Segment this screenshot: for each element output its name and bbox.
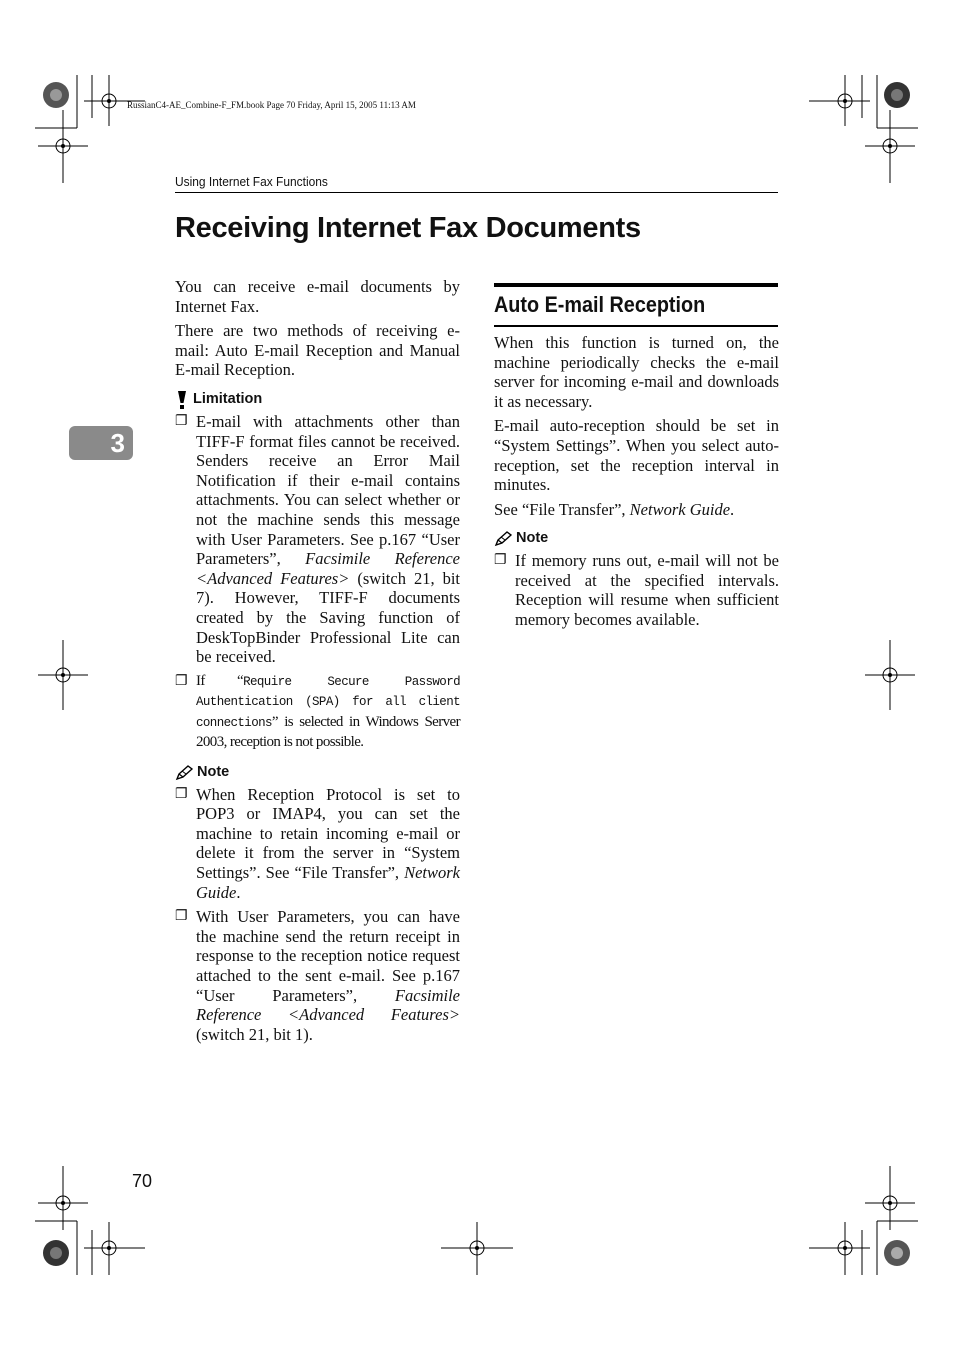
header-rule xyxy=(175,192,778,193)
note-item: ❐ With User Parameters, you can have the machine send the return receipt in response to the reception notice request attached to the sent e-mail. See p.167 “User Parameters”, Facsimile Reference <Advanced Features> (switch 21, bit 1). xyxy=(175,907,460,1044)
manual-reference: Facsimile Reference <Advanced Features> xyxy=(196,549,460,588)
note-heading xyxy=(494,529,779,549)
checkbox-icon: ❐ xyxy=(494,552,507,568)
note-heading-label: Note xyxy=(197,764,230,781)
limitation-heading xyxy=(175,390,460,410)
left-column xyxy=(175,277,460,1049)
manual-reference: Facsimile Reference <Advanced Features> xyxy=(196,985,460,1025)
note-item: ❐ If memory runs out, e-mail will not be received at the specified intervals. Reception will resume when sufficient memory becomes available. xyxy=(494,550,779,629)
section-paragraph-2: E-mail auto-reception should be set in “System Settings”. When you select auto-reception, set the reception interval in minutes. xyxy=(494,416,779,495)
page-title: Receiving Internet Fax Documents xyxy=(175,212,641,244)
see-reference: See “File Transfer”, Network Guide. xyxy=(494,499,735,519)
checkbox-icon: ❐ xyxy=(175,786,188,802)
limitation-item: ❐ If “Require Secure Password Authentication (SPA) for all client connections” is selected in Windows Server 2003, reception is not possible. xyxy=(175,672,460,753)
checkbox-icon: ❐ xyxy=(175,413,188,429)
setting-name: Require Secure Password Authentication (SPA) for all client connections xyxy=(196,674,460,730)
right-column xyxy=(494,333,779,634)
note-heading-label: Note xyxy=(516,530,549,547)
limitation-item: ❐ E-mail with attachments other than TIFF-F format files cannot be received. Senders receive an Error Mail Notification if their e-mail contains attachments. You can select whether or not the machine sends this message with User Parameters. See p.167 “User Parameters”, Facsimile Reference <Advanced Features> (switch 21, bit 7). However, TIFF-F documents created by the Saving function of DeskTopBinder Professional Lite can be received. xyxy=(175,411,461,667)
exclamation-icon xyxy=(175,390,189,410)
pencil-icon xyxy=(494,531,512,547)
note-item: ❐ When Reception Protocol is set to POP3 or IMAP4, you can set the machine to retain incoming e-mail or delete it from the server in “System Settings”. See “File Transfer”, Network Guide. xyxy=(175,784,460,902)
running-header: Using Internet Fax Functions xyxy=(175,174,328,189)
checkbox-icon: ❐ xyxy=(175,673,188,689)
print-header: RussianC4-AE_Combine-F_FM.book Page 70 Friday, April 15, 2005 11:13 AM xyxy=(127,100,416,110)
page-number: 70 xyxy=(132,1171,153,1191)
limitation-heading-label: Limitation xyxy=(193,391,263,408)
manual-reference: Network Guide xyxy=(196,863,460,902)
manual-reference: Network Guide xyxy=(629,499,731,519)
note-heading xyxy=(175,763,460,783)
section-top-rule xyxy=(494,283,778,287)
intro-paragraph-1: You can receive e-mail documents by Internet Fax. xyxy=(175,277,460,316)
checkbox-icon: ❐ xyxy=(175,909,188,925)
section-heading: Auto E-mail Reception xyxy=(494,292,706,317)
pencil-icon xyxy=(175,765,193,781)
chapter-number: 3 xyxy=(110,428,125,458)
section-paragraph-1: When this function is turned on, the machine periodically checks the e-mail server for incoming e-mail and downloads it as necessary. xyxy=(494,333,779,411)
intro-paragraph-2: There are two methods of receiving e-mail: Auto E-mail Reception and Manual E-mail Reception. xyxy=(175,321,460,380)
section-bottom-rule xyxy=(494,325,778,327)
